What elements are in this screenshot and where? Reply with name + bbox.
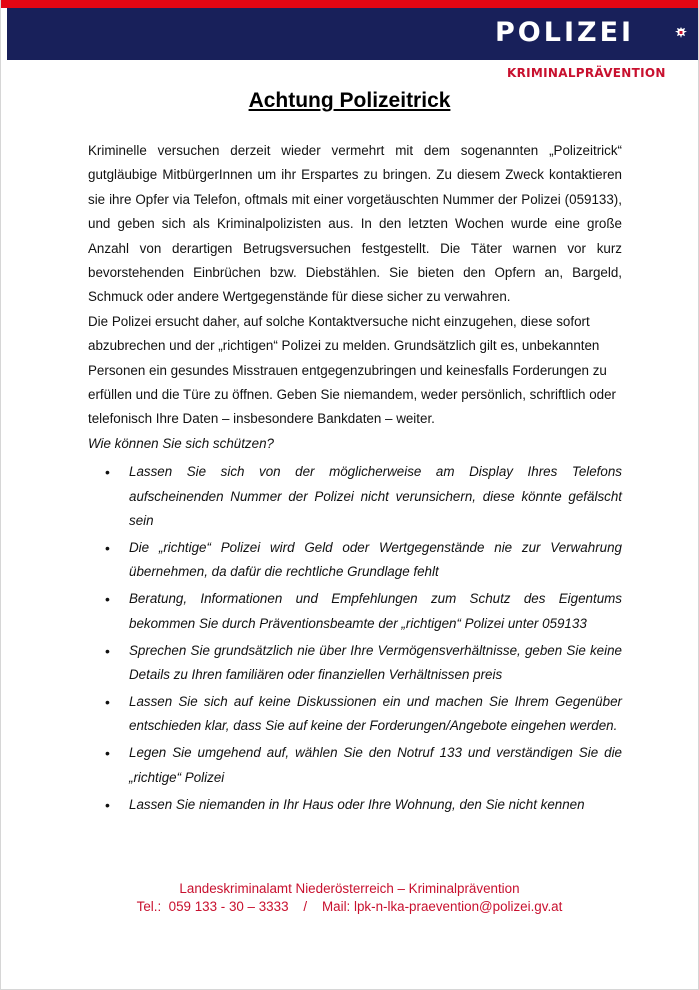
tip-text: Beratung, Informationen und Empfehlungen zum Schutz des Eigentums bekommen Sie durch Präventionsbeamte der „richtigen“ Polizei unter 059133	[129, 591, 622, 631]
list-item	[88, 690, 622, 739]
protection-question: Wie können Sie sich schützen?	[88, 435, 274, 451]
brand-logo-text: POLIZEI	[495, 17, 635, 48]
tips-list	[88, 460, 622, 817]
footer-organization: Landeskriminalamt Niederösterreich – Kriminalprävention	[179, 881, 520, 896]
tip-text: Lassen Sie sich auf keine Diskussionen ein und machen Sie Ihrem Gegenüber entschieden klar, dass Sie auf keine der Forderungen/Angebote eingehen werden.	[129, 693, 622, 734]
tip-text: Lassen Sie sich von der möglicherweise am Display Ihres Telefons aufscheinenden Nummer der Polizei nicht verunsichern, diese könnte gefälscht sein	[129, 464, 622, 529]
bullet-icon: •	[105, 591, 110, 608]
list-item	[88, 587, 622, 636]
list-item	[88, 460, 622, 533]
list-item	[88, 793, 622, 817]
tip-text: Lassen Sie niemanden in Ihr Haus oder Ihre Wohnung, den Sie nicht kennen	[129, 796, 585, 812]
tip-text: Sprechen Sie grundsätzlich nie über Ihre Vermögensverhältnisse, geben Sie keine Details zu Ihren familiären oder finanziellen Verhältnissen preis	[129, 642, 622, 683]
footer-contact: Tel.: 059 133 - 30 – 3333 / Mail: lpk-n-lka-praevention@polizei.gv.at	[136, 899, 563, 914]
header-red-stripe	[1, 0, 698, 8]
bullet-icon: •	[105, 540, 110, 556]
list-item	[88, 741, 622, 790]
tip-text: Die „richtige“ Polizei wird Geld oder Wertgegenstände nie zur Verwahrung übernehmen, da dafür die rechtliche Grundlage fehlt	[129, 540, 622, 580]
document-title: Achtung Polizeitrick	[248, 89, 451, 112]
bullet-icon: •	[105, 745, 110, 762]
bullet-icon: •	[105, 642, 110, 659]
list-item	[88, 536, 622, 585]
list-item	[88, 639, 622, 688]
appeal-paragraph: Die Polizei ersucht daher, auf solche Kontaktversuche nicht einzugehen, diese sofort abzubrechen und der „richtigen“ Polizei zu melden. Grundsätzlich gilt es, unbekannten Personen ein gesundes Misstrauen entgegenzubringen und keinesfalls Forderungen zu erfüllen und die Türe zu öffnen. Geben Sie niemandem, weder persönlich, schriftlich oder telefonisch Ihre Daten – insbesondere Bankdaten – weiter.	[88, 313, 616, 427]
eagle-icon	[674, 25, 688, 39]
intro-paragraph: Kriminelle versuchen derzeit wieder vermehrt mit dem sogenannten „Polizeitrick“ gutgläubige MitbürgerInnen um ihr Erspartes zu bringen. Zu diesem Zweck kontaktieren sie ihre Opfer via Telefon, oftmals mit einer vorgetäuschten Nummer der Polizei (059133), und geben sich als Kriminalpolizisten aus. In den letzten Wochen wurde eine große Anzahl von derartigen Betrugsversuchen festgestellt. Die Täter warnen vor kurz bevorstehenden Einbrüchen bzw. Diebstählen. Sie bieten den Opfern an, Bargeld, Schmuck oder andere Wertgegenstände für diese sicher zu verwahren.	[88, 143, 622, 305]
tip-text: Legen Sie umgehend auf, wählen Sie den Notruf 133 und verständigen Sie die „richtige“ Polizei	[129, 745, 622, 785]
bullet-icon: •	[105, 693, 110, 710]
brand-subtitle: KRIMINALPRÄVENTION	[507, 66, 666, 80]
document-body	[88, 139, 622, 819]
bullet-icon: •	[105, 464, 110, 481]
bullet-icon: •	[105, 796, 110, 813]
